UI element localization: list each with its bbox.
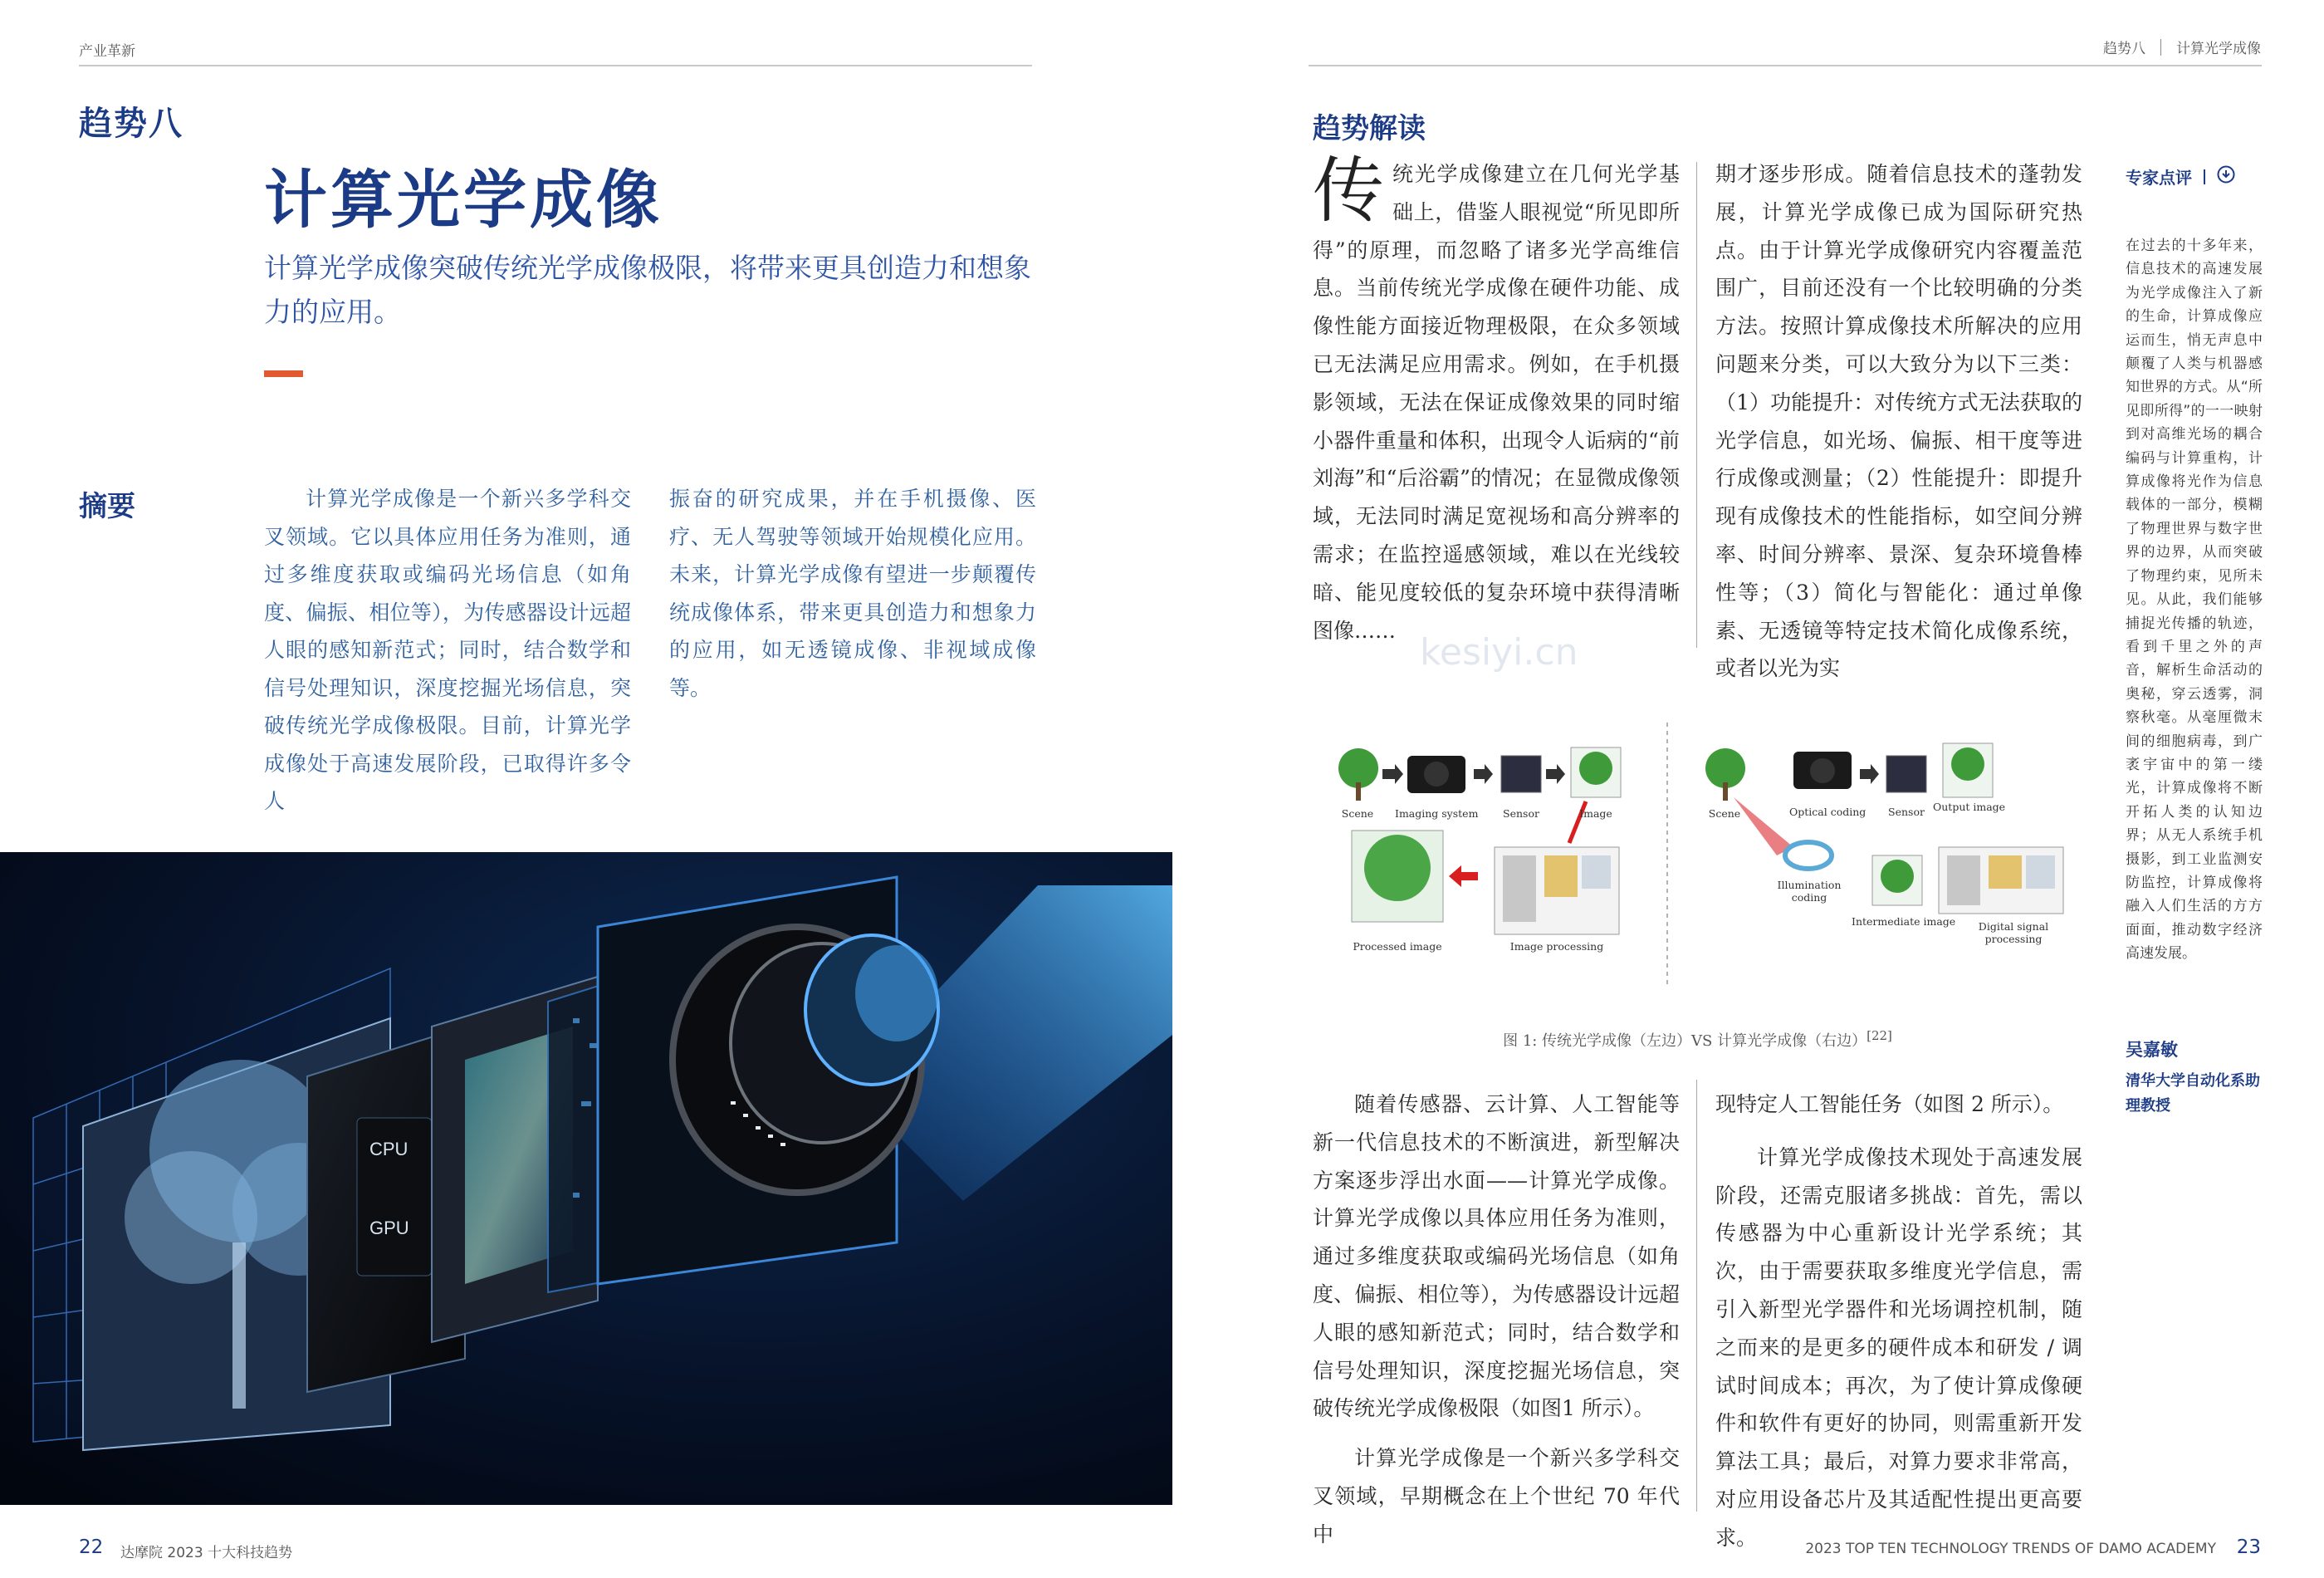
abstract-column-2: 振奋的研究成果，并在手机摄像、医疗、无人驾驶等领域开始规模化应用。未来，计算光学成像有望进一步颠覆传统成像体系，带来更具创造力和想象力的应用，如无透镜成像、非视域成像等。 <box>669 487 1036 700</box>
footer-left-text: 达摩院 2023 十大科技趋势 <box>120 1545 293 1561</box>
header-topic: 计算光学成像 <box>2176 41 2261 57</box>
figure-caption-ref: [22] <box>1867 1028 1892 1043</box>
expert-comment-title: 专家点评 <box>2126 168 2192 188</box>
analysis-column-2-top: 期才逐步形成。随着信息技术的蓬勃发展，计算光学成像已成为国际研究热点。由于计算光学成像研究内容覆盖范围广，目前还没有一个比较明确的分类方法。按照计算成像技术所解决的应用问题来分类，可以大致分为以下三类：（1）功能提升：对传统方式无法获取的光学信息，如光场、偏振、相干度等进行成像或测量；（2）性能提升：即提升现有成像技术的性能指标，如空间分辨率、时间分辨率、景深、复杂环境鲁棒性等；（3）简化与智能化：通过单像素、无透镜等特定技术简化成像系统，或者以光为实 <box>1715 162 2082 681</box>
analysis-column-1-bottom <box>1313 1085 1680 1554</box>
fig-label-imaging-system: Imaging system <box>1395 807 1479 820</box>
fig-label-sensor-left: Sensor <box>1503 807 1539 820</box>
chevron-down-icon[interactable] <box>2217 165 2235 188</box>
col1-bottom-paragraph-1: 随着传感器、云计算、人工智能等新一代信息技术的不断演进，新型解决方案逐步浮出水面——计算光学成像。计算光学成像以具体应用任务为准则，通过多维度获取或编码光场信息（如角度、偏振、相位等），为传感器设计远超人眼的感知新范式；同时，结合数学和信号处理知识，深度挖掘光场信息，突破传统光学成像极限（如图1 所示）。 <box>1313 1092 1680 1421</box>
cpu-label: CPU <box>369 1139 409 1159</box>
analysis-heading: 趋势解读 <box>1313 112 1426 145</box>
accent-bar <box>264 370 303 377</box>
fig-label-sensor-right: Sensor <box>1888 806 1925 818</box>
page-number-left: 22 <box>79 1536 104 1558</box>
page-subtitle: 计算光学成像突破传统光学成像极限，将带来更具创造力和想象力的应用。 <box>264 252 1031 328</box>
analysis-column-1-top <box>1313 149 1680 649</box>
header-divider <box>2160 39 2161 56</box>
column-divider-top <box>1696 162 1697 648</box>
hero-illustration <box>0 852 1172 1505</box>
hero-image <box>0 852 1172 1505</box>
footer-right-text: 2023 TOP TEN TECHNOLOGY TRENDS OF DAMO ACADEMY <box>1805 1541 2216 1557</box>
fig-label-intermediate-image: Intermediate image <box>1852 915 1956 928</box>
col2-bottom-paragraph-1: 现特定人工智能任务（如图 2 所示）。 <box>1715 1092 2064 1116</box>
header-rule-left <box>79 65 1032 66</box>
fig-label-illumination-coding: Illumination coding <box>1777 879 1842 904</box>
fig-label-image-processing: Image processing <box>1509 940 1604 953</box>
fig-label-scene-right: Scene <box>1708 807 1741 820</box>
analysis-column-1-text: 统光学成像建立在几何光学基础上，借鉴人眼视觉“所见即所得”的原理，而忽略了诸多光学高维信息。当前传统光学成像在硬件功能、成像性能方面接近物理极限，在众多领域已无法满足应用需求。例如，在手机摄影领域，无法在保证成像效果的同时缩小器件重量和体积，出现令人诟病的“前刘海”和“后浴霸”的情况；在显微成像领域，无法同时满足宽视场和高分辨率的需求；在监控遥感领域，难以在光线较暗、能见度较低的复杂环境中获得清晰图像…… <box>1313 162 1680 643</box>
column-divider-bottom <box>1696 1080 1697 1512</box>
expert-name: 吴嘉敏 <box>2126 1040 2178 1060</box>
col1-bottom-paragraph-2: 计算光学成像是一个新兴多学科交叉领域，早期概念在上个世纪 70 年代中 <box>1313 1446 1680 1546</box>
gpu-label: GPU <box>369 1218 409 1238</box>
fig-label-scene-left: Scene <box>1341 807 1374 820</box>
expert-comment-body: 在过去的十多年来，信息技术的高速发展为光学成像注入了新的生命，计算成像应运而生，悄无声息中颠覆了人类与机器感知世界的方式。从“所见即所得”的一一映射到对高维光场的耦合编码与计算重构，计算成像将光作为信息载体的一部分，模糊了物理世界与数字世界的边界，从而突破了物理约束，见所未见。从此，我们能够捕捉光传播的轨迹，看到千里之外的声音，解析生命活动的奥秘，穿云透雾，洞察秋毫。从毫厘微末间的细胞病毒，到广袤宇宙中的第一缕光，计算成像将不断开拓人类的认知边界；从无人系统手机摄影，到工业监测安防监控，计算成像将融入人们生活的方方面面，推动数字经济高速发展。 <box>2126 238 2263 963</box>
dropcap: 传 <box>1313 149 1384 233</box>
watermark: kesiyi.cn <box>1420 631 1578 674</box>
figure-caption <box>1313 1028 2082 1051</box>
abstract-heading: 摘要 <box>79 490 135 523</box>
trend-label: 趋势八 <box>79 104 183 143</box>
header-rule-right <box>1309 65 2262 66</box>
figure-caption-text: 图 1: 传统光学成像（左边）VS 计算光学成像（右边） <box>1503 1032 1867 1050</box>
fig-label-image: Image <box>1579 807 1612 820</box>
fig-label-processed-image: Processed image <box>1353 940 1442 953</box>
header-trend: 趋势八 <box>2103 41 2145 57</box>
col2-bottom-paragraph-2: 计算光学成像技术现处于高速发展阶段，还需克服诸多挑战：首先，需以传感器为中心重新设计光学系统；其次，由于需要获取多维度光学信息，需引入新型光学器件和光场调控机制，随之而来的是更多的硬件成本和研发 / 调试时间成本；再次，为了使计算成像硬件和软件有更好的协同，则需重新开发算法工具；最后，对算力要求非常高，对应用设备芯片及其适配性提出更高要求。 <box>1715 1144 2082 1550</box>
header-right <box>2103 37 2261 57</box>
analysis-column-2-bottom <box>1715 1085 2082 1557</box>
fig-label-dsp: Digital signal processing <box>1978 920 2049 945</box>
abstract-column-1: 计算光学成像是一个新兴多学科交叉领域。它以具体应用任务为准则，通过多维度获取或编码光场信息（如角度、偏振、相位等），为传感器设计远超人眼的感知新范式；同时，结合数学和信号处理知识，深度挖掘光场信息，突破传统光学成像极限。目前，计算光学成像处于高速发展阶段，已取得许多令人 <box>264 487 631 813</box>
expert-comment-header <box>2126 164 2235 189</box>
comparison-figure <box>1328 723 2076 988</box>
page-number-right: 23 <box>2236 1536 2261 1558</box>
expert-affiliation: 清华大学自动化系助理教授 <box>2126 1072 2260 1115</box>
header-section-label: 产业革新 <box>79 43 135 60</box>
expert-header-divider <box>2204 169 2205 184</box>
fig-label-optical-coding: Optical coding <box>1789 806 1867 818</box>
fig-label-output-image: Output image <box>1933 801 2006 813</box>
page-title: 计算光学成像 <box>264 163 663 237</box>
